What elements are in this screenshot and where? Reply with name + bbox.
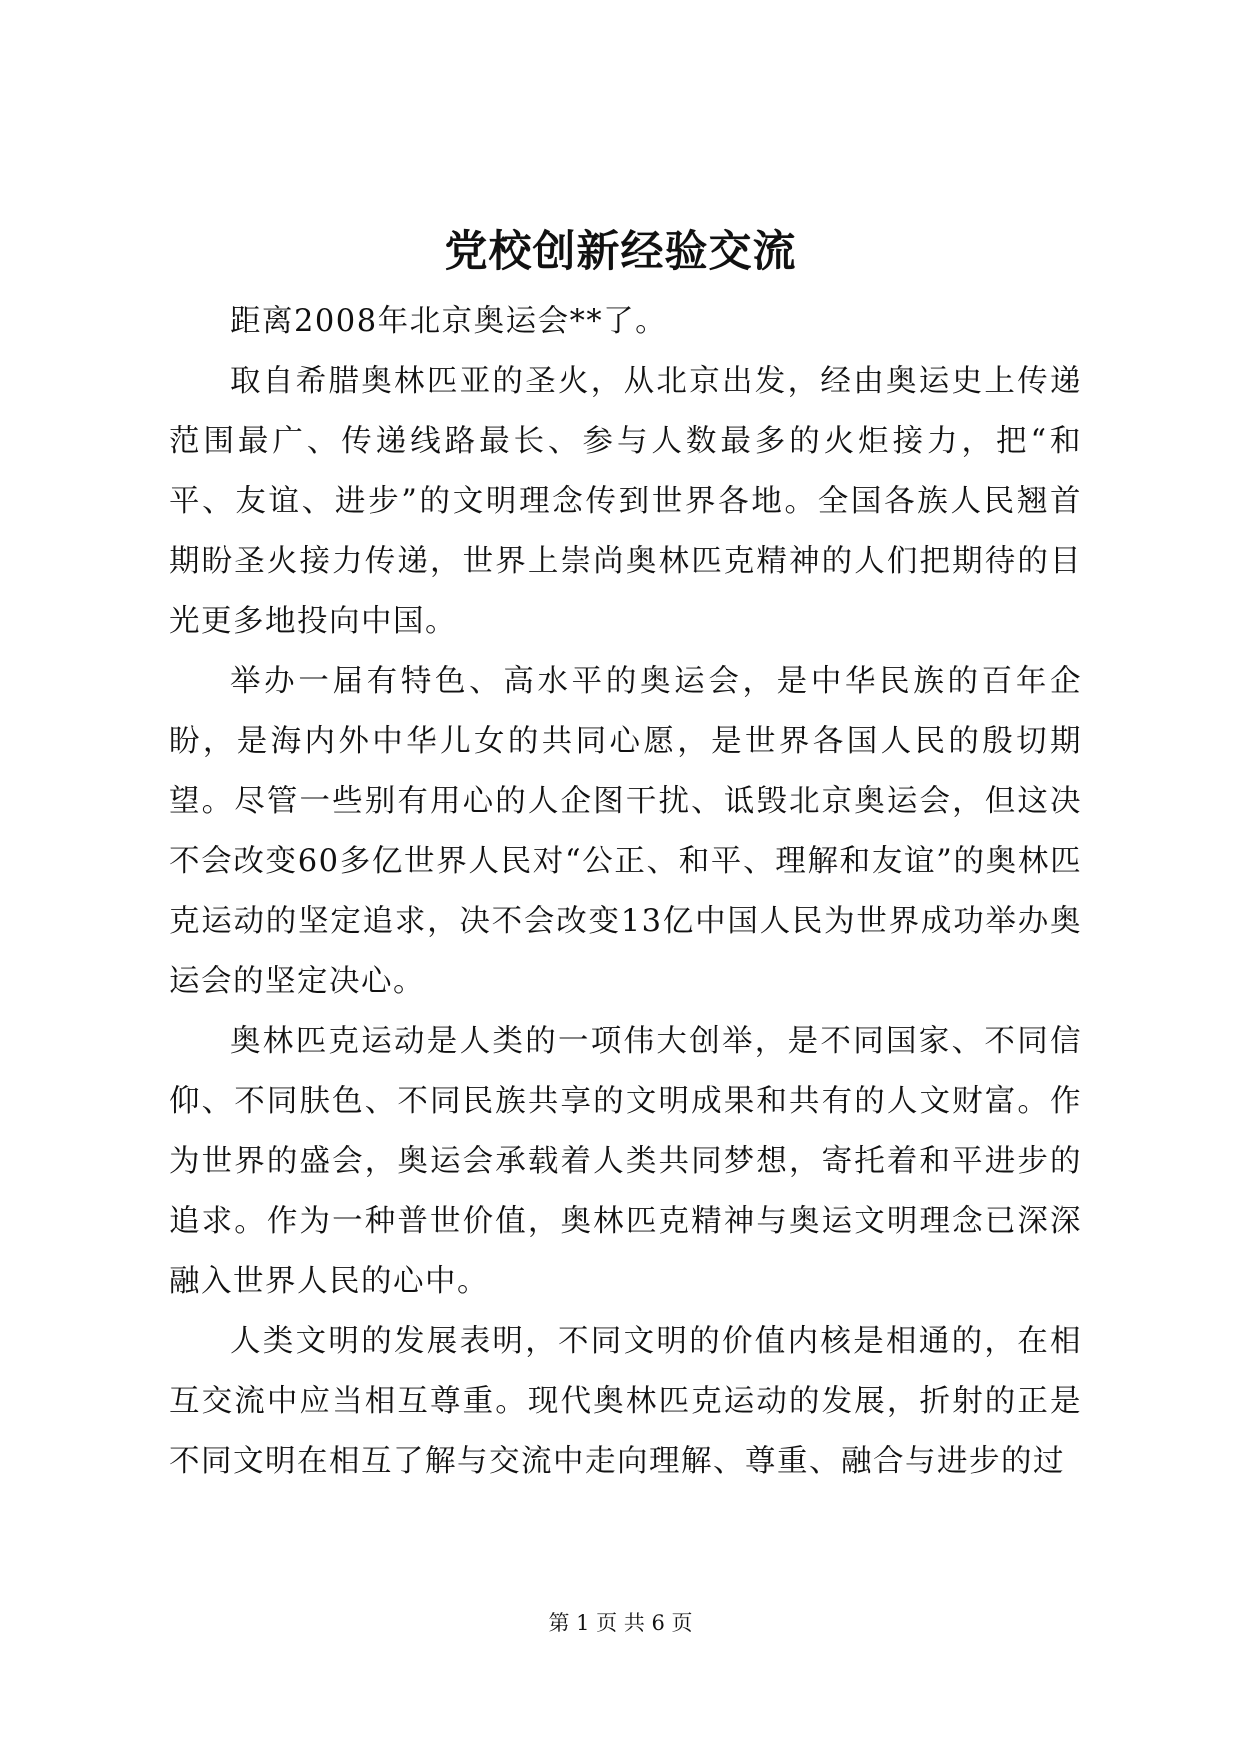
document-body: [169, 292, 1082, 1492]
document-title: 党校创新经验交流: [444, 227, 797, 277]
page-footer: 第 1 页 共 6 页: [548, 1611, 693, 1635]
paragraph-3: 举办一届有特色、高水平的奥运会，是中华民族的百年企盼，是海内外中华儿女的共同心愿，是世界各国人民的殷切期望。尽管一些别有用心的人企图干扰、诋毁北京奥运会，但这决不会改变60多亿世界人民对“公正、和平、理解和友谊”的奥林匹克运动的坚定追求，决不会改变13亿中国人民为世界成功举办奥运会的坚定决心。: [169, 664, 1082, 999]
paragraph-4: 奥林匹克运动是人类的一项伟大创举，是不同国家、不同信仰、不同肤色、不同民族共享的文明成果和共有的人文财富。作为世界的盛会，奥运会承载着人类共同梦想，寄托着和平进步的追求。作为一种普世价值，奥林匹克精神与奥运文明理念已深深融入世界人民的心中。: [169, 1024, 1082, 1299]
paragraph-1: 距离2008年北京奥运会**了。: [230, 304, 668, 339]
paragraph-5: 人类文明的发展表明，不同文明的价值内核是相通的，在相互交流中应当相互尊重。现代奥林匹克运动的发展，折射的正是不同文明在相互了解与交流中走向理解、尊重、融合与进步的过: [169, 1324, 1082, 1479]
paragraph-2: 取自希腊奥林匹亚的圣火，从北京出发，经由奥运史上传递范围最广、传递线路最长、参与人数最多的火炬接力，把“和平、友谊、进步”的文明理念传到世界各地。全国各族人民翘首期盼圣火接力传递，世界上崇尚奥林匹克精神的人们把期待的目光更多地投向中国。: [169, 364, 1082, 639]
